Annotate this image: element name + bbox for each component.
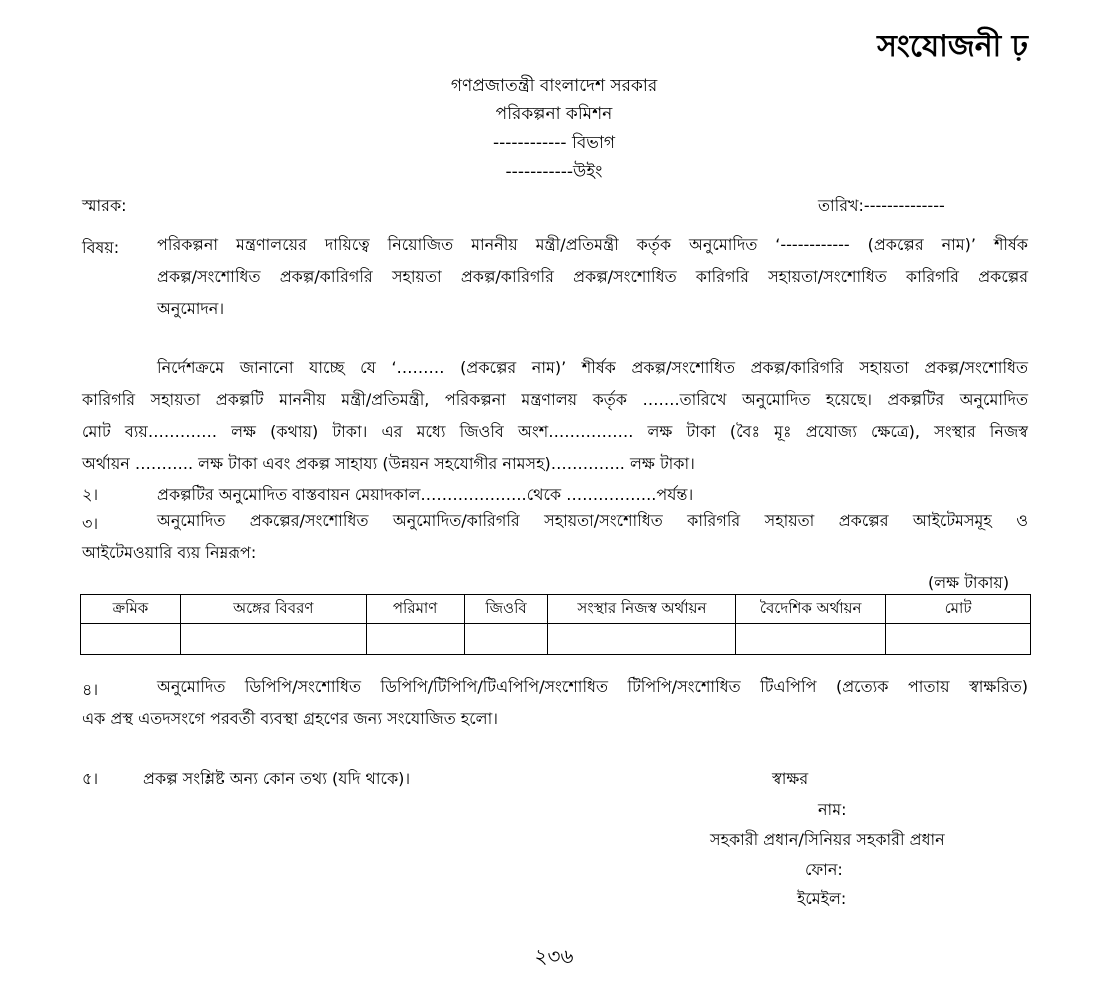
paragraph-1 [82,352,1028,480]
p1-line-4: অর্থায়ন ……….. লক্ষ টাকা এবং প্রকল্প সাহায্য (উন্নয়ন সহযোগীর নামসহ)………….. লক্ষ টাকা। [82,454,695,473]
wing-line: -----------উইং [505,162,603,182]
signature-name: নাম: [818,800,847,819]
table-header-row [81,595,1031,624]
col-own-fund: সংস্থার নিজস্ব অর্থায়ন [548,595,736,624]
table-unit-label: (লক্ষ টাকায়) [928,573,1010,592]
subject-text [157,229,1028,325]
table-cell [81,624,181,655]
page-number: ২৩৬ [534,944,574,968]
signature-phone: ফোন: [805,860,843,879]
signature-designation: সহকারী প্রধান/সিনিয়র সহকারী প্রধান [710,830,945,849]
p1-line-1: নির্দেশক্রমে জানানো যাচ্ছে যে ‘……… (প্রকল্পের নাম)’ শীর্ষক প্রকল্প/সংশোধিত প্রকল্প/কারিগরি সহায়তা প্রকল্প/সংশোধিত [157,358,1028,377]
paragraph-4 [82,671,1028,735]
p1-line-2: কারিগরি সহায়তা প্রকল্পটি মাননীয় মন্ত্রী/প্রতিমন্ত্রী, পরিকল্পনা মন্ত্রণালয় কর্তৃক …….তারিখে অনুমোদিত হয়েছে। প্রকল্পটির অনুমোদিত [82,390,1028,409]
col-quantity: পরিমাণ [366,595,464,624]
commission-title: পরিকল্পনা কমিশন [495,104,613,124]
subject-line-1: পরিকল্পনা মন্ত্রণালয়ের দায়িত্বে নিয়োজিত মাননীয় মন্ত্রী/প্রতিমন্ত্রী কর্তৃক অনুমোদিত ‘------------ (প্রকল্পের নাম)’ শীর্ষক [157,235,1028,254]
division-line: ------------ বিভাগ [492,133,616,153]
col-component: অঙ্গের বিবরণ [180,595,366,624]
table-cell [180,624,366,655]
p5-text: প্রকল্প সংশ্লিষ্ট অন্য কোন তথ্য (যদি থাকে)। [143,769,411,788]
p3-number: ৩। [82,514,99,533]
p2-text: প্রকল্পটির অনুমোদিত বাস্তবায়ন মেয়াদকাল………………..থেকে ……………..পর্যন্ত। [157,485,694,504]
signature-email: ইমেইল: [797,889,847,908]
cost-table [80,594,1031,655]
col-foreign-fund: বৈদেশিক অর্থায়ন [736,595,886,624]
annex-label: সংযোজনী ঢ় [877,29,1028,64]
p5-number: ৫। [82,769,99,788]
p4-line-2: এক প্রস্থ এতদসংগে পরবর্তী ব্যবস্থা গ্রহণের জন্য সংযোজিত হলো। [82,709,498,728]
memo-ref-label: স্মারক: [82,196,127,215]
paragraph-3 [82,505,1028,569]
p2-number: ২। [82,485,99,504]
col-gob: জিওবি [464,595,548,624]
table-cell [366,624,464,655]
subject-line-3: অনুমোদন। [157,299,225,318]
p3-line-1: অনুমোদিত প্রকল্পের/সংশোধিত অনুমোদিত/কারিগরি সহায়তা/সংশোধিত কারিগরি সহায়তা প্রকল্পের আইটেমসমূহ ও [157,511,1028,530]
memo-date-label: তারিখ:-------------- [818,196,945,215]
table-cell [736,624,886,655]
table-cell [464,624,548,655]
subject-line-2: প্রকল্প/সংশোধিত প্রকল্প/কারিগরি সহায়তা প্রকল্প/কারিগরি প্রকল্প/সংশোধিত কারিগরি সহায়তা/সংশোধিত কারিগরি প্রকল্পের [157,267,1028,286]
p4-line-1: অনুমোদিত ডিপিপি/সংশোধিত ডিপিপি/টিপিপি/টিএপিপি/সংশোধিত টিপিপি/সংশোধিত টিএপিপি (প্রত্যেক পাতায় স্বাক্ষরিত) [157,677,1028,696]
col-total: মোট [886,595,1031,624]
table-cell [548,624,736,655]
subject-label: বিষয়: [82,238,120,257]
col-serial: ক্রমিক [81,595,181,624]
signature-label: স্বাক্ষর [772,769,809,788]
p4-number: ৪। [82,680,99,699]
p1-line-3: মোট ব্যয়…………. লক্ষ (কথায়) টাকা। এর মধ্যে জিওবি অংশ……………. লক্ষ টাকা (বৈঃ মূঃ প্রযোজ্য ক্ষেত্রে), সংস্থার নিজস্ব [82,422,1028,441]
table-row [81,624,1031,655]
table-cell [886,624,1031,655]
govt-title: গণপ্রজাতন্ত্রী বাংলাদেশ সরকার [450,76,658,96]
p3-line-2: আইটেমওয়ারি ব্যয় নিম্নরূপ: [82,543,257,562]
